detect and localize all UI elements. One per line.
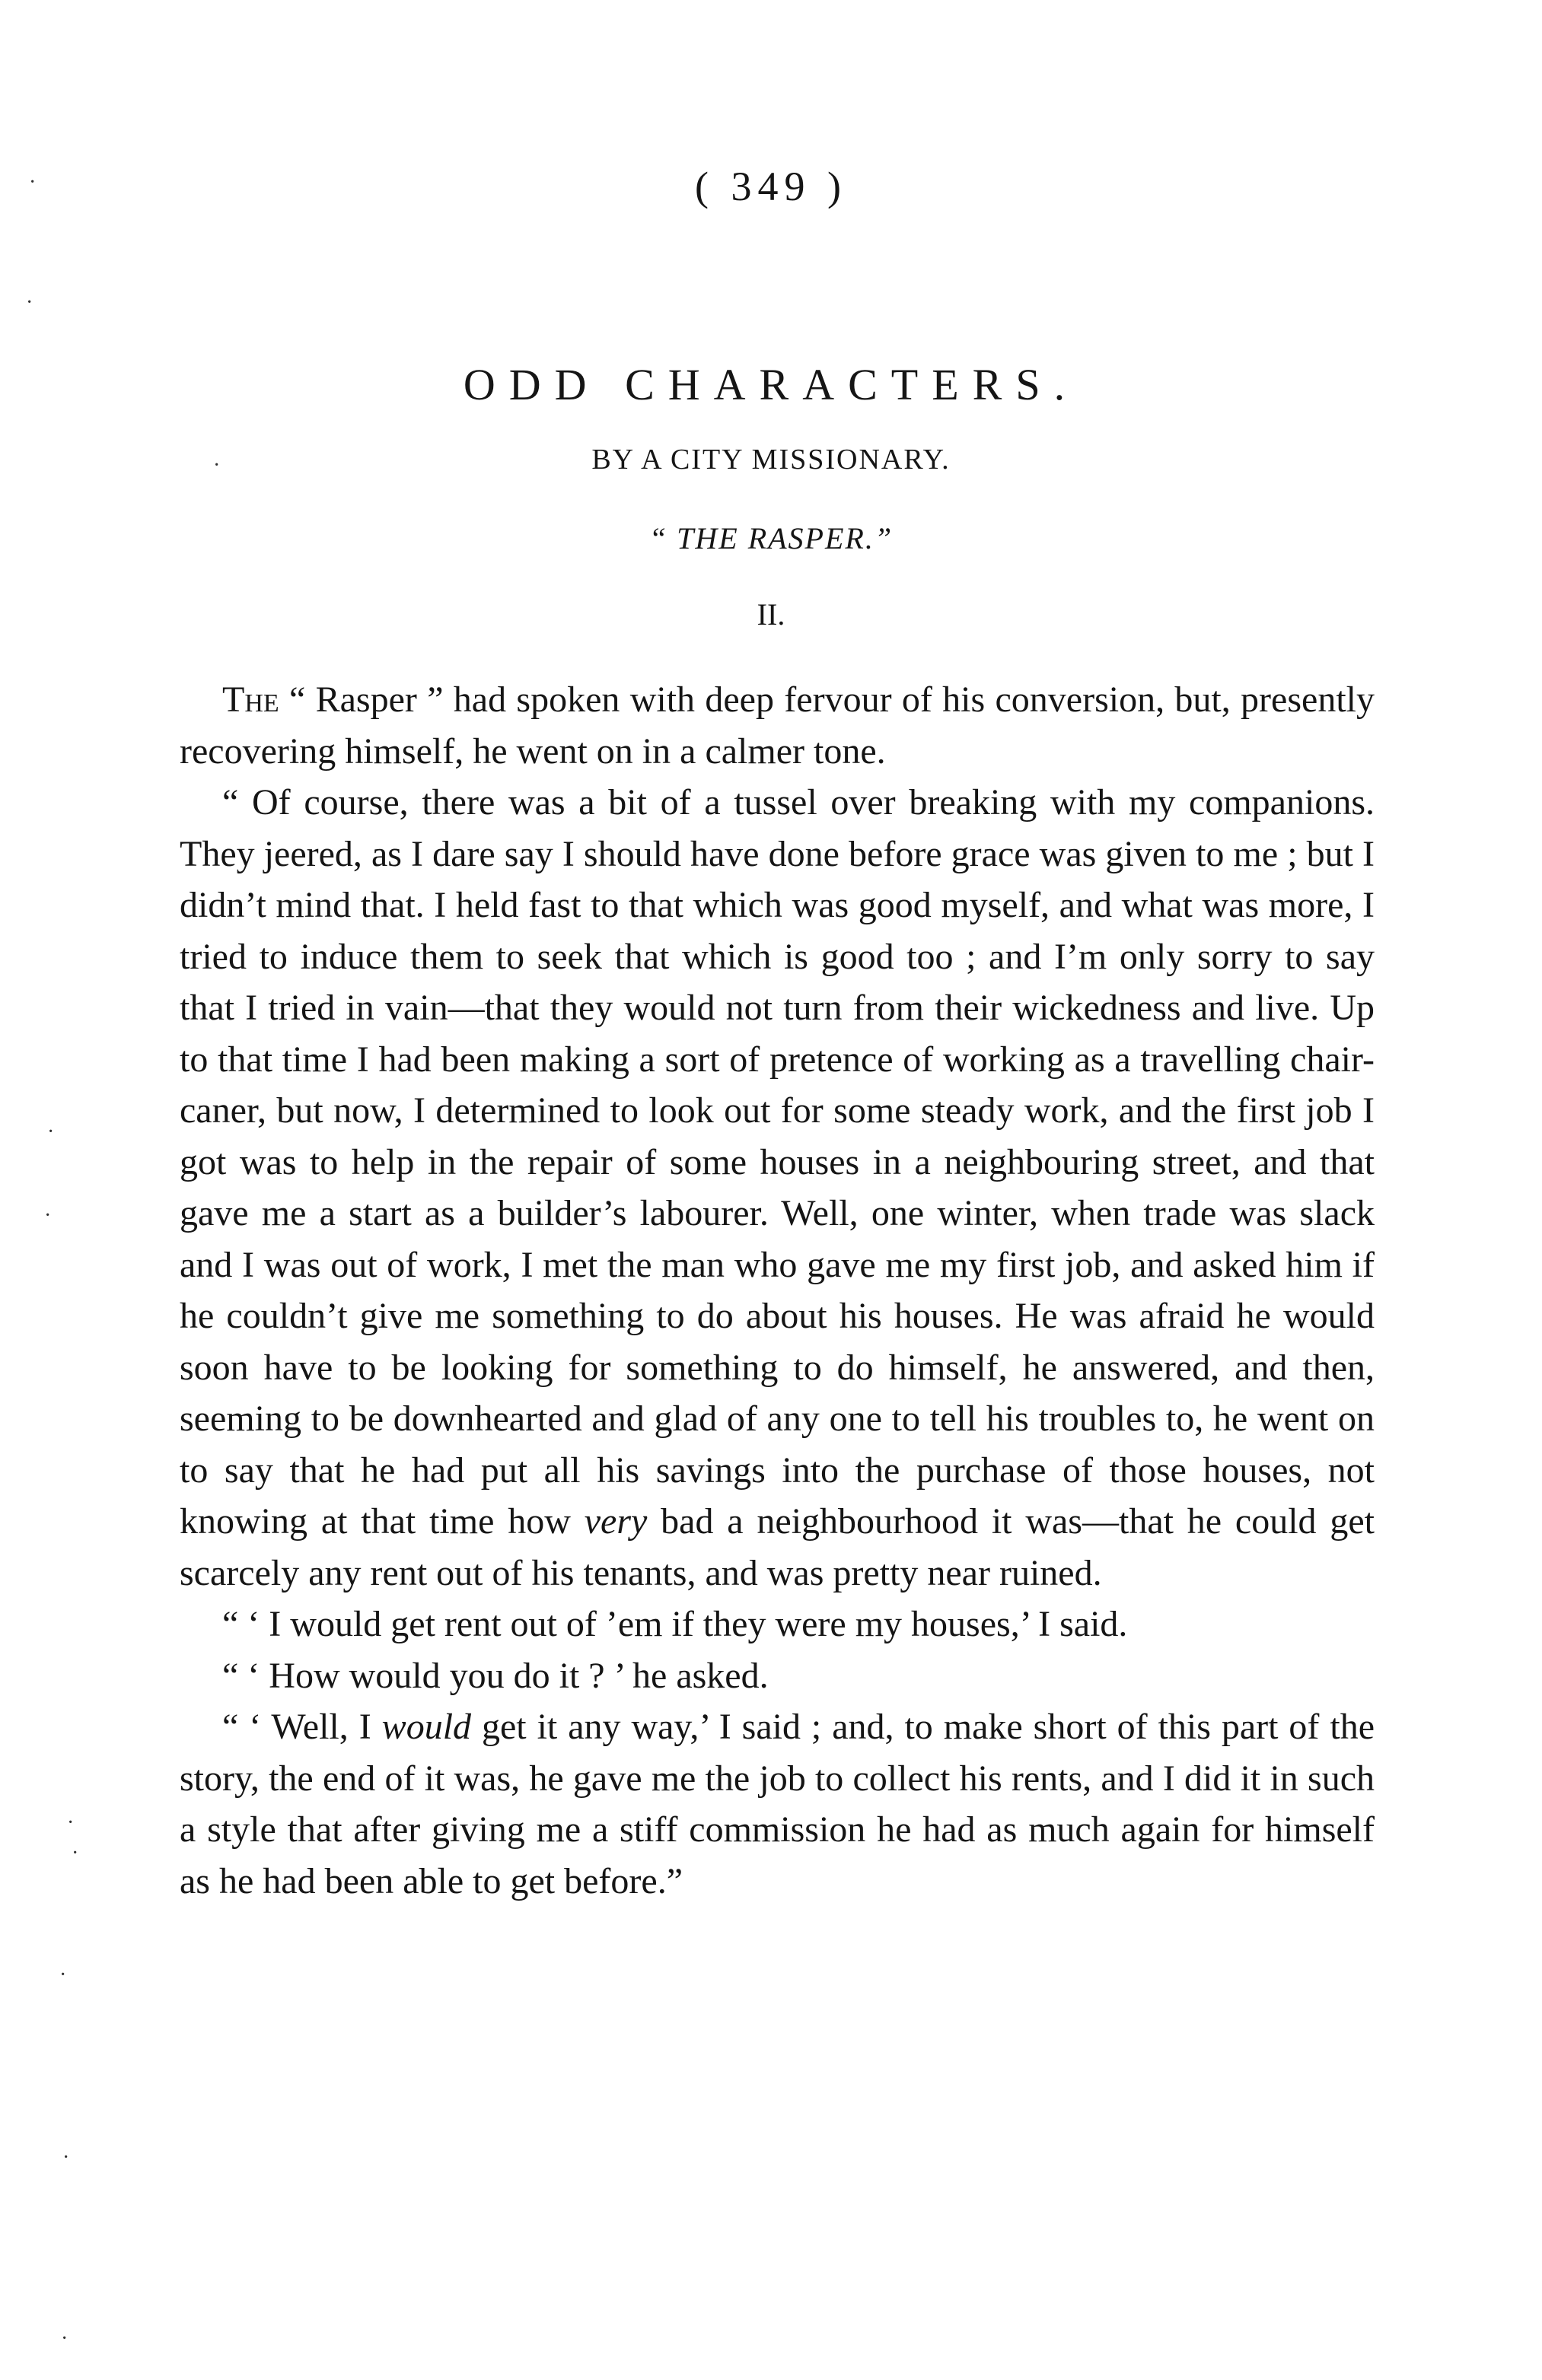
speck-mark: · <box>62 2146 70 2169</box>
paragraph <box>180 1701 1375 1907</box>
paragraph-text-continued: get it any way,’ I said ; and, to make short of this part of the story, the end of it was, he gave me the job to collect his rents, and I did it in such a style that after giving me a stiff commission he had as much again for himself as he had been able to get before.” <box>180 1707 1375 1901</box>
speck-mark: · <box>59 1963 67 1987</box>
margin-specks <box>0 0 221 2380</box>
speck-mark: · <box>213 453 221 477</box>
paragraph <box>180 777 1375 1599</box>
speck-mark: · <box>67 1811 75 1834</box>
paragraph-text: “ ‘ How would you do it ? ’ he asked. <box>222 1655 769 1696</box>
speck-mark: · <box>47 1120 55 1144</box>
speck-mark: · <box>29 170 37 194</box>
paragraph-text: “ ‘ Well, I <box>222 1707 382 1747</box>
chapter-title: ODD CHARACTERS. <box>463 360 1079 409</box>
paragraph-text-continued: bad a neighbourhood it was—that he could get scarcely any rent out of his tenants, and was pretty near ruined. <box>180 1501 1375 1593</box>
paragraph-text: “ Of course, there was a bit of a tussel over breaking with my companions. They jeered, as I dare say I should have done before grace was given to me ; but I didn’t mind that. I held fast to that which was good myself, and what was more, I tried to induce them to seek that which is good too ; and I’m only sorry to say that I tried in vain—that they would not turn from their wickedness and live. Up to that time I had been making a sort of pretence of working as a travelling chair-caner, but now, I determined to look out for some steady work, and the first job I got was to help in the repair of some houses in a neighbouring street, and that gave me a start as a builder’s labourer. Well, one winter, when trade was slack and I was out of work, I met the man who gave me my first job, and asked him if he couldn’t give me something to do about his houses. He was afraid he would soon have to be looking for something to do himself, he answered, and then, seeming to be downhearted and glad of any one to tell his troubles to, he went on to say that he had put all his savings into the purchase of those houses, not knowing at that time how <box>180 782 1375 1542</box>
emphasis-text: very <box>584 1501 648 1542</box>
speck-mark: · <box>44 1204 52 1227</box>
paragraph-text: “ ‘ I would get rent out of ’em if they were my houses,’ I said. <box>222 1604 1128 1644</box>
page-number: ( 349 ) <box>695 164 847 209</box>
paragraph-text: “ Rasper ” had spoken with deep fervour of his conversion, but, presently recovering himself, he went on in a calmer tone. <box>180 679 1375 772</box>
speck-mark: · <box>72 1841 79 1865</box>
speck-mark: · <box>26 291 33 314</box>
paragraph <box>180 674 1375 777</box>
story-subtitle: “ THE RASPER.” <box>648 521 894 555</box>
emphasis-text: would <box>381 1707 472 1747</box>
paragraph <box>180 1650 1375 1702</box>
speck-mark: · <box>61 2327 68 2350</box>
body-text <box>180 674 1375 1907</box>
author-byline: BY A CITY MISSIONARY. <box>591 444 951 476</box>
lead-word: The <box>222 679 279 720</box>
paragraph <box>180 1599 1375 1650</box>
section-number: II. <box>757 597 785 632</box>
